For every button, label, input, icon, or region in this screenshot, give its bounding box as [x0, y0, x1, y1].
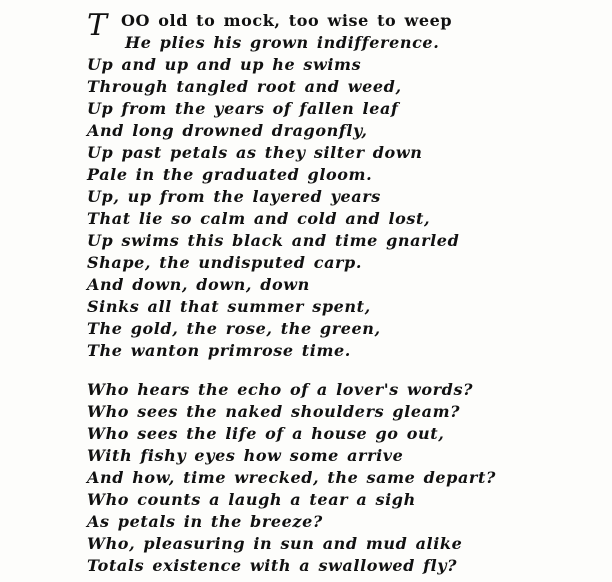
poem-line-3: Up and up and up he swims: [87, 55, 362, 74]
poem-line-12: Shape, the undisputed carp.: [87, 253, 363, 272]
stanza-2: [87, 379, 587, 577]
stanza-break: [87, 362, 587, 379]
poem-line-15: The gold, the rose, the green,: [87, 319, 381, 338]
poem-line-25: Totals existence with a swallowed fly?: [87, 556, 458, 575]
poem-line-20: With fishy eyes how some arrive: [87, 446, 404, 465]
poem-line-23: As petals in the breeze?: [87, 512, 323, 531]
poem-line-2: He plies his grown indifference.: [125, 33, 440, 52]
poem-line-6: And long drowned dragonfly,: [87, 121, 368, 140]
poem-line-4: Through tangled root and weed,: [87, 77, 402, 96]
poem-line-17: Who hears the echo of a lover's words?: [87, 380, 474, 399]
poem-line-22: Who counts a laugh a tear a sigh: [87, 490, 416, 509]
poem-line-5: Up from the years of fallen leaf: [87, 99, 399, 118]
poem-line-19: Who sees the life of a house go out,: [87, 424, 445, 443]
poem-line-24: Who, pleasuring in sun and mud alike: [87, 534, 463, 553]
poem-line-14: Sinks all that summer spent,: [87, 297, 371, 316]
first-line-text: OO old to mock, too wise to weep: [121, 11, 453, 30]
poem: [87, 10, 587, 577]
poem-line-13: And down, down, down: [87, 275, 310, 294]
poem-line-7: Up past petals as they silter down: [87, 143, 423, 162]
drop-cap: T: [87, 8, 108, 43]
poem-line-8: Pale in the graduated gloom.: [87, 165, 373, 184]
stanza-1: [87, 10, 587, 362]
poem-line-21: And how, time wrecked, the same depart?: [87, 468, 496, 487]
poem-line-9: Up, up from the layered years: [87, 187, 381, 206]
poem-line-11: Up swims this black and time gnarled: [87, 231, 460, 250]
poem-line-16: The wanton primrose time.: [87, 341, 351, 360]
poem-line-18: Who sees the naked shoulders gleam?: [87, 402, 461, 421]
poem-line-10: That lie so calm and cold and lost,: [87, 209, 431, 228]
